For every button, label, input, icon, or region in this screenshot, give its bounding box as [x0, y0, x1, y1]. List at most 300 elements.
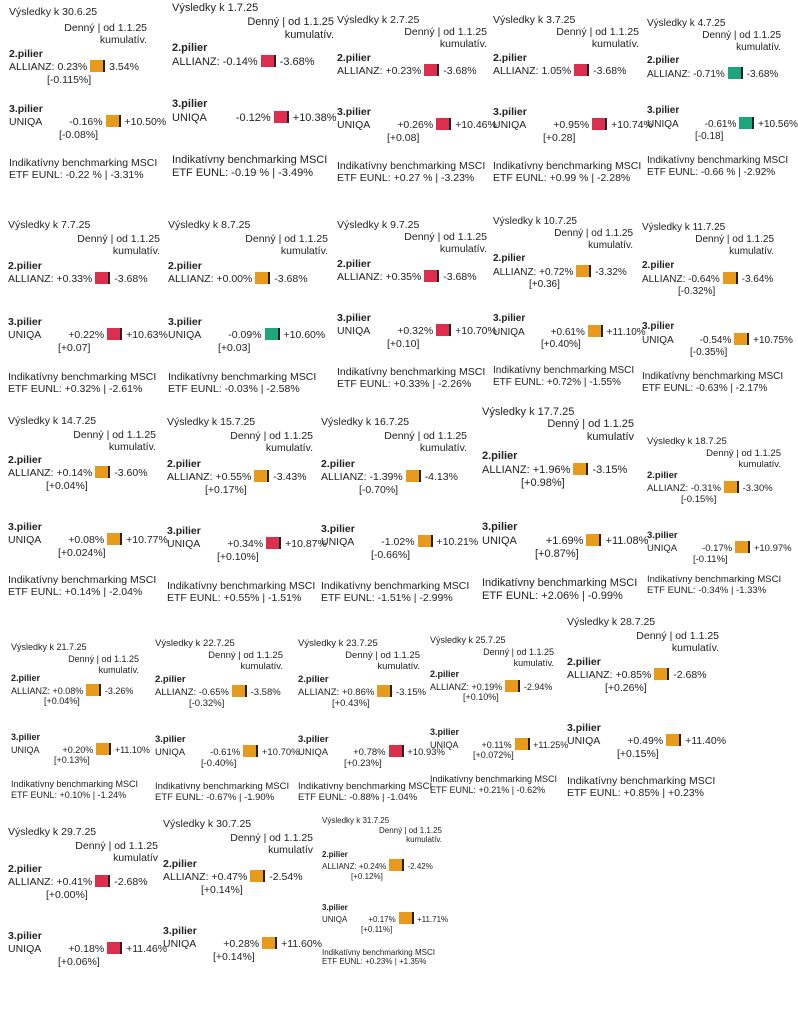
uniqa-ytd-change: +11.25% — [533, 739, 569, 750]
uniqa-vs-benchmark: [+0.07] — [58, 341, 91, 354]
result-card — [567, 616, 727, 806]
uniqa-ytd-change: +10.50% — [124, 116, 167, 129]
fund-name-allianz: ALLIANZ: — [430, 681, 470, 692]
benchmark-section — [8, 371, 156, 396]
result-card — [337, 14, 497, 204]
pillar-3-section — [163, 925, 322, 963]
result-card — [647, 18, 798, 208]
uniqa-daily-change: +0.17% — [368, 915, 396, 925]
benchmark-title: Indikatívny benchmarking MSCI — [493, 160, 642, 172]
fund-name-uniqa: UNIQA — [163, 938, 197, 951]
card-subheader — [9, 22, 147, 47]
allianz-row — [493, 64, 626, 77]
card-date-title: Výsledky k 7.7.25 — [8, 219, 91, 231]
allianz-daily-change: -0.71% — [693, 68, 725, 80]
pillar-2-label: 2.pilier — [172, 42, 208, 54]
pillar-3-label: 3.pilier — [493, 106, 527, 118]
benchmark-values: ETF EUNL: -0.88% | -1.04% — [298, 792, 418, 804]
uniqa-vs-benchmark: [+0.024%] — [58, 546, 106, 559]
cumulative-label: kumulatív. — [736, 41, 781, 53]
pillar-3-section — [337, 106, 497, 144]
benchmark-values: ETF EUNL: -0.34% | -1.33% — [647, 585, 767, 597]
result-card — [8, 415, 168, 605]
uniqa-ytd-change: +11.71% — [416, 915, 449, 925]
pillar-2-section — [167, 458, 307, 496]
pillar-2-section — [493, 253, 627, 290]
benchmark-title: Indikatívny benchmarking MSCI — [8, 371, 157, 383]
allianz-row — [155, 685, 281, 698]
uniqa-row — [321, 535, 478, 548]
card-date-title: Výsledky k 16.7.25 — [321, 416, 410, 428]
pillar-3-label: 3.pilier — [298, 734, 329, 745]
pillar-2-section — [9, 48, 139, 86]
benchmark-values: ETF EUNL: +0.10% | -1.24% — [11, 789, 127, 800]
pillar-2-section — [642, 260, 773, 297]
pillar-3-label: 3.pilier — [567, 722, 601, 734]
card-subheader — [482, 418, 634, 444]
uniqa-row — [493, 325, 646, 339]
uniqa-ytd-change: +10.97% — [753, 543, 792, 555]
fund-name-allianz: ALLIANZ: — [298, 687, 340, 699]
pillar-2-label: 2.pilier — [8, 260, 42, 272]
pillar-2-section — [8, 260, 148, 286]
benchmark-title: Indikatívny benchmarking MSCI — [172, 154, 328, 166]
cumulative-label: kumulatív. — [591, 38, 639, 51]
pillar-2-section — [155, 674, 281, 710]
pillar-2-section — [172, 42, 315, 69]
allianz-vs-benchmark: [+0.10%] — [463, 692, 499, 703]
uniqa-ytd-change: +10.74% — [611, 119, 653, 132]
period-label: Denný | od 1.1.25 — [68, 654, 139, 664]
uniqa-row — [8, 328, 168, 341]
allianz-ytd-change: -3.68% — [443, 65, 477, 78]
card-subheader — [642, 234, 774, 258]
benchmark-values: ETF EUNL: +0.14% | -2.04% — [8, 586, 143, 599]
allianz-daily-change: +0.86% — [341, 687, 375, 699]
uniqa-vs-benchmark: [+0.03] — [218, 341, 251, 354]
allianz-daily-change: +1.96% — [532, 463, 571, 476]
cumulative-label: kumulatív. — [98, 664, 139, 675]
card-date-title: Výsledky k 21.7.25 — [11, 642, 87, 652]
uniqa-trend-indicator-icon — [107, 328, 122, 340]
pillar-3-section — [567, 722, 726, 760]
benchmark-values: ETF EUNL: -0.03% | -2.58% — [168, 383, 300, 396]
allianz-vs-benchmark: [-0.32%] — [678, 285, 716, 297]
allianz-daily-change: +0.24% — [358, 862, 387, 872]
fund-name-uniqa: UNIQA — [493, 119, 527, 132]
uniqa-vs-benchmark: [+0.06%] — [58, 955, 100, 968]
cumulative-label: kumulatív. — [112, 245, 160, 258]
fund-name-allianz: ALLIANZ: — [8, 467, 54, 480]
pillar-2-section — [482, 450, 627, 490]
allianz-row — [493, 265, 627, 279]
fund-name-allianz: ALLIANZ: — [155, 687, 197, 699]
allianz-trend-indicator-icon — [724, 481, 739, 493]
uniqa-trend-indicator-icon — [666, 734, 681, 746]
allianz-ytd-change: -3.15% — [395, 687, 427, 699]
fund-name-uniqa: UNIQA — [567, 735, 601, 748]
fund-name-uniqa: UNIQA — [172, 111, 207, 124]
fund-name-uniqa: UNIQA — [167, 538, 201, 551]
pillar-3-section — [647, 530, 792, 566]
uniqa-row — [163, 937, 322, 950]
cumulative-label: kumulatív. — [99, 34, 147, 47]
benchmark-title: Indikatívny benchmarking MSCI — [155, 781, 290, 792]
allianz-daily-change: +0.23% — [385, 65, 422, 78]
benchmark-section — [567, 775, 715, 800]
uniqa-ytd-change: +10.70% — [455, 325, 497, 338]
allianz-vs-benchmark: [-0.70%] — [359, 483, 399, 496]
benchmark-values: ETF EUNL: +0.72% | -1.55% — [493, 376, 621, 388]
pillar-3-section — [493, 106, 653, 144]
allianz-row — [482, 463, 627, 477]
uniqa-vs-benchmark: [+0.28] — [543, 131, 576, 144]
card-date-title: Výsledky k 1.7.25 — [172, 2, 259, 14]
allianz-daily-change: +0.55% — [215, 471, 252, 484]
uniqa-row — [642, 333, 793, 347]
allianz-row — [337, 270, 477, 283]
pillar-3-label: 3.pilier — [337, 312, 371, 324]
period-label: Denný | od 1.1.25 — [230, 430, 313, 442]
fund-name-allianz: ALLIANZ: — [172, 55, 220, 68]
card-subheader — [493, 228, 633, 252]
pillar-2-label: 2.pilier — [647, 470, 678, 481]
benchmark-section — [647, 155, 788, 179]
benchmark-section — [11, 779, 138, 800]
fund-name-uniqa: UNIQA — [9, 116, 43, 129]
allianz-vs-benchmark: [-0.15%] — [681, 494, 717, 506]
uniqa-trend-indicator-icon — [515, 738, 530, 750]
allianz-vs-benchmark: [+0.12%] — [351, 871, 383, 881]
pillar-3-section — [8, 930, 167, 968]
pillar-2-label: 2.pilier — [493, 253, 526, 264]
allianz-ytd-change: -4.13% — [424, 471, 458, 484]
pillar-2-section — [337, 52, 477, 78]
allianz-ytd-change: -2.68% — [673, 669, 707, 682]
allianz-trend-indicator-icon — [424, 270, 439, 282]
result-card — [321, 416, 479, 606]
allianz-trend-indicator-icon — [573, 463, 588, 475]
benchmark-values: ETF EUNL: +0.85% | +0.23% — [567, 787, 704, 800]
uniqa-row — [430, 738, 568, 751]
pillar-2-label: 2.pilier — [337, 258, 371, 270]
period-label: Denný | od 1.1.25 — [73, 429, 156, 441]
card-subheader — [172, 16, 334, 42]
card-date-title: Výsledky k 22.7.25 — [155, 638, 235, 649]
allianz-row — [8, 875, 148, 888]
card-subheader — [337, 231, 487, 256]
uniqa-trend-indicator-icon — [107, 942, 122, 954]
benchmark-title: Indikatívny benchmarking MSCI — [493, 365, 635, 376]
uniqa-daily-change: +0.08% — [68, 534, 105, 547]
cumulative-label: kumulatív. — [265, 442, 313, 455]
uniqa-daily-change: -0.17% — [702, 543, 733, 555]
period-label: Denný | od 1.1.25 — [208, 650, 283, 661]
benchmark-section — [298, 781, 432, 803]
card-date-title: Výsledky k 8.7.25 — [168, 219, 251, 231]
pillar-2-label: 2.pilier — [337, 52, 371, 64]
uniqa-daily-change: +0.22% — [68, 329, 105, 342]
allianz-trend-indicator-icon — [250, 870, 265, 882]
allianz-daily-change: -0.64% — [688, 273, 720, 285]
pillar-2-label: 2.pilier — [430, 669, 460, 679]
benchmark-values: ETF EUNL: -0.63% | -2.17% — [642, 382, 768, 394]
uniqa-trend-indicator-icon — [734, 333, 749, 345]
uniqa-trend-indicator-icon — [436, 118, 451, 130]
pillar-3-label: 3.pilier — [647, 530, 678, 541]
allianz-vs-benchmark: [-0.32%] — [189, 698, 225, 710]
card-date-title: Výsledky k 18.7.25 — [647, 436, 727, 447]
allianz-daily-change: +0.19% — [471, 681, 503, 692]
period-label: Denný | od 1.1.25 — [77, 233, 160, 245]
result-card — [298, 638, 446, 828]
allianz-row — [321, 470, 458, 483]
uniqa-daily-change: -0.12% — [235, 111, 271, 124]
benchmark-title: Indikatívny benchmarking MSCI — [322, 948, 435, 957]
benchmark-section — [493, 160, 641, 185]
uniqa-vs-benchmark: [+0.13%] — [54, 755, 90, 766]
allianz-vs-benchmark: [+0.00%] — [46, 888, 88, 901]
uniqa-vs-benchmark: [-0.35%] — [690, 346, 728, 358]
pillar-3-label: 3.pilier — [168, 316, 202, 328]
pillar-3-label: 3.pilier — [493, 313, 526, 324]
benchmark-section — [337, 160, 485, 185]
pillar-3-label: 3.pilier — [155, 734, 186, 745]
card-date-title: Výsledky k 9.7.25 — [337, 219, 420, 231]
result-card — [482, 406, 649, 602]
fund-name-allianz: ALLIANZ: — [482, 463, 530, 476]
period-label: Denný | od 1.1.25 — [556, 26, 639, 38]
pillar-3-label: 3.pilier — [172, 98, 208, 110]
pillar-2-section — [567, 656, 707, 694]
uniqa-daily-change: -1.02% — [381, 536, 415, 549]
allianz-daily-change: +0.00% — [216, 273, 253, 286]
benchmark-title: Indikatívny benchmarking MSCI — [647, 155, 789, 166]
uniqa-vs-benchmark: [+0.15%] — [617, 747, 659, 760]
allianz-row — [298, 685, 426, 698]
uniqa-vs-benchmark: [-0.18] — [695, 130, 724, 142]
card-date-title: Výsledky k 17.7.25 — [482, 406, 575, 418]
allianz-row — [567, 668, 707, 681]
pillar-3-label: 3.pilier — [337, 106, 371, 118]
card-subheader — [8, 429, 156, 454]
pillar-3-label: 3.pilier — [8, 316, 42, 328]
allianz-trend-indicator-icon — [576, 265, 591, 277]
allianz-daily-change: +0.08% — [52, 685, 84, 696]
uniqa-daily-change: +0.61% — [550, 326, 585, 338]
period-label: Denný | od 1.1.25 — [404, 231, 487, 243]
uniqa-daily-change: -0.09% — [228, 329, 262, 342]
cumulative-label: kumulatív. — [280, 245, 328, 258]
allianz-ytd-change: 3.54% — [109, 61, 139, 74]
allianz-ytd-change: -3.60% — [114, 467, 148, 480]
cumulative-label: kumulatív. — [240, 661, 283, 673]
result-card — [167, 416, 327, 606]
uniqa-row — [8, 533, 168, 546]
uniqa-ytd-change: +10.75% — [753, 334, 793, 346]
allianz-trend-indicator-icon — [723, 272, 738, 284]
pillar-2-label: 2.pilier — [9, 48, 43, 60]
uniqa-trend-indicator-icon — [266, 537, 281, 549]
cumulative-label: kumulatív — [586, 430, 634, 443]
card-date-title: Výsledky k 3.7.25 — [493, 14, 576, 26]
benchmark-title: Indikatívny benchmarking MSCI — [647, 574, 782, 585]
period-label: Denný | od 1.1.25 — [695, 234, 774, 245]
uniqa-trend-indicator-icon — [389, 745, 404, 757]
pillar-3-label: 3.pilier — [430, 727, 460, 737]
benchmark-section — [430, 774, 557, 795]
fund-name-allianz: ALLIANZ: — [493, 65, 539, 78]
uniqa-ytd-change: +11.60% — [281, 938, 323, 951]
result-card — [647, 436, 792, 626]
card-date-title: Výsledky k 4.7.25 — [647, 18, 726, 29]
pillar-2-label: 2.pilier — [8, 863, 42, 875]
uniqa-daily-change: +0.49% — [627, 735, 664, 748]
pillar-3-section — [647, 105, 798, 142]
uniqa-daily-change: -0.54% — [699, 334, 732, 346]
allianz-row — [11, 684, 133, 697]
allianz-row — [168, 272, 308, 285]
fund-name-allianz: ALLIANZ: — [9, 61, 55, 74]
uniqa-daily-change: +0.20% — [62, 744, 94, 755]
uniqa-ytd-change: +11.46% — [126, 943, 168, 956]
benchmark-section — [647, 574, 781, 596]
uniqa-trend-indicator-icon — [107, 533, 122, 545]
allianz-trend-indicator-icon — [232, 685, 247, 697]
allianz-trend-indicator-icon — [254, 470, 269, 482]
benchmark-title: Indikatívny benchmarking MSCI — [8, 574, 157, 586]
pillar-3-label: 3.pilier — [8, 521, 42, 533]
benchmark-values: ETF EUNL: +0.33% | -2.26% — [337, 378, 472, 391]
allianz-vs-benchmark: [+0.36] — [529, 278, 560, 290]
allianz-ytd-change: -3.32% — [595, 266, 627, 278]
uniqa-trend-indicator-icon — [274, 111, 289, 123]
uniqa-row — [155, 745, 300, 758]
uniqa-row — [11, 743, 150, 756]
period-label: Denný | od 1.1.25 — [702, 30, 781, 41]
pillar-3-section — [11, 732, 150, 766]
allianz-daily-change: +0.33% — [56, 273, 93, 286]
cumulative-label: kumulatív — [268, 844, 313, 857]
result-card — [337, 219, 497, 409]
pillar-2-section — [8, 454, 148, 492]
allianz-vs-benchmark: [+0.98%] — [521, 476, 565, 489]
pillar-3-section — [9, 103, 166, 141]
pillar-3-section — [642, 321, 793, 358]
uniqa-ytd-change: +10.77% — [126, 534, 168, 547]
card-date-title: Výsledky k 31.7.25 — [322, 816, 390, 825]
uniqa-daily-change: -0.16% — [69, 116, 103, 129]
pillar-2-label: 2.pilier — [8, 454, 42, 466]
allianz-daily-change: +0.35% — [385, 271, 422, 284]
uniqa-ytd-change: +10.56% — [758, 118, 798, 130]
allianz-daily-change: +0.14% — [56, 467, 93, 480]
uniqa-trend-indicator-icon — [592, 118, 607, 130]
uniqa-row — [567, 734, 726, 747]
uniqa-ytd-change: +10.63% — [126, 329, 168, 342]
card-date-title: Výsledky k 25.7.25 — [430, 635, 506, 645]
uniqa-ytd-change: +11.10% — [114, 744, 150, 755]
card-date-title: Výsledky k 11.7.25 — [642, 222, 726, 233]
uniqa-daily-change: +1.69% — [545, 534, 584, 547]
allianz-row — [647, 481, 773, 494]
pillar-3-label: 3.pilier — [11, 732, 41, 742]
pillar-2-label: 2.pilier — [647, 55, 680, 66]
fund-name-uniqa: UNIQA — [642, 334, 674, 346]
fund-name-allianz: ALLIANZ: — [8, 876, 54, 889]
uniqa-daily-change: +0.78% — [353, 747, 386, 759]
benchmark-title: Indikatívny benchmarking MSCI — [642, 371, 784, 382]
allianz-daily-change: 0.23% — [57, 61, 88, 74]
uniqa-trend-indicator-icon — [96, 743, 111, 755]
pillar-3-label: 3.pilier — [482, 521, 518, 533]
benchmark-title: Indikatívny benchmarking MSCI — [168, 371, 317, 383]
pillar-3-label: 3.pilier — [321, 523, 355, 535]
allianz-vs-benchmark: [+0.04%] — [44, 696, 80, 707]
card-date-title: Výsledky k 15.7.25 — [167, 416, 256, 428]
pillar-2-label: 2.pilier — [567, 656, 601, 668]
uniqa-trend-indicator-icon — [588, 325, 603, 337]
pillar-2-label: 2.pilier — [11, 673, 41, 683]
result-card — [168, 219, 332, 409]
card-subheader — [567, 630, 719, 655]
uniqa-daily-change: +0.11% — [481, 739, 512, 750]
uniqa-trend-indicator-icon — [436, 324, 451, 336]
uniqa-daily-change: -0.61% — [210, 747, 241, 759]
benchmark-section — [322, 948, 435, 967]
allianz-row — [8, 466, 148, 479]
allianz-trend-indicator-icon — [406, 470, 421, 482]
fund-name-allianz: ALLIANZ: — [493, 266, 537, 278]
result-card — [322, 816, 449, 1006]
uniqa-ytd-change: +10.70% — [261, 747, 300, 759]
allianz-daily-change: -0.65% — [198, 687, 229, 699]
uniqa-vs-benchmark: [+0.10] — [387, 337, 420, 350]
pillar-3-label: 3.pilier — [647, 105, 680, 116]
allianz-ytd-change: -3.30% — [742, 483, 773, 495]
fund-name-allianz: ALLIANZ: — [337, 271, 383, 284]
pillar-3-section — [8, 316, 168, 354]
allianz-daily-change: +0.47% — [211, 871, 248, 884]
uniqa-row — [9, 115, 166, 128]
pillar-3-section — [298, 734, 445, 770]
result-card — [155, 638, 300, 828]
card-subheader — [493, 26, 639, 51]
benchmark-title: Indikatívny benchmarking MSCI — [9, 157, 158, 169]
allianz-row — [322, 859, 433, 871]
allianz-ytd-change: -2.94% — [523, 681, 553, 692]
cumulative-label: kumulatív. — [588, 239, 633, 251]
uniqa-row — [647, 117, 798, 131]
allianz-row — [172, 55, 315, 69]
pillar-3-label: 3.pilier — [167, 525, 201, 537]
uniqa-row — [337, 118, 497, 131]
pillar-3-label: 3.pilier — [9, 103, 43, 115]
cumulative-label: kumulatív. — [406, 835, 442, 845]
uniqa-row — [493, 118, 653, 131]
allianz-ytd-change: -3.43% — [273, 471, 307, 484]
allianz-daily-change: -1.39% — [369, 471, 403, 484]
fund-name-allianz: ALLIANZ: — [647, 483, 689, 495]
uniqa-ytd-change: +10.60% — [283, 329, 326, 342]
pillar-3-label: 3.pilier — [642, 321, 675, 332]
pillar-2-section — [11, 673, 133, 707]
result-card — [11, 642, 150, 832]
benchmark-title: Indikatívny benchmarking MSCI — [167, 580, 316, 592]
fund-name-allianz: ALLIANZ: — [11, 685, 51, 696]
uniqa-row — [298, 745, 445, 758]
allianz-ytd-change: -3.68% — [274, 273, 308, 286]
